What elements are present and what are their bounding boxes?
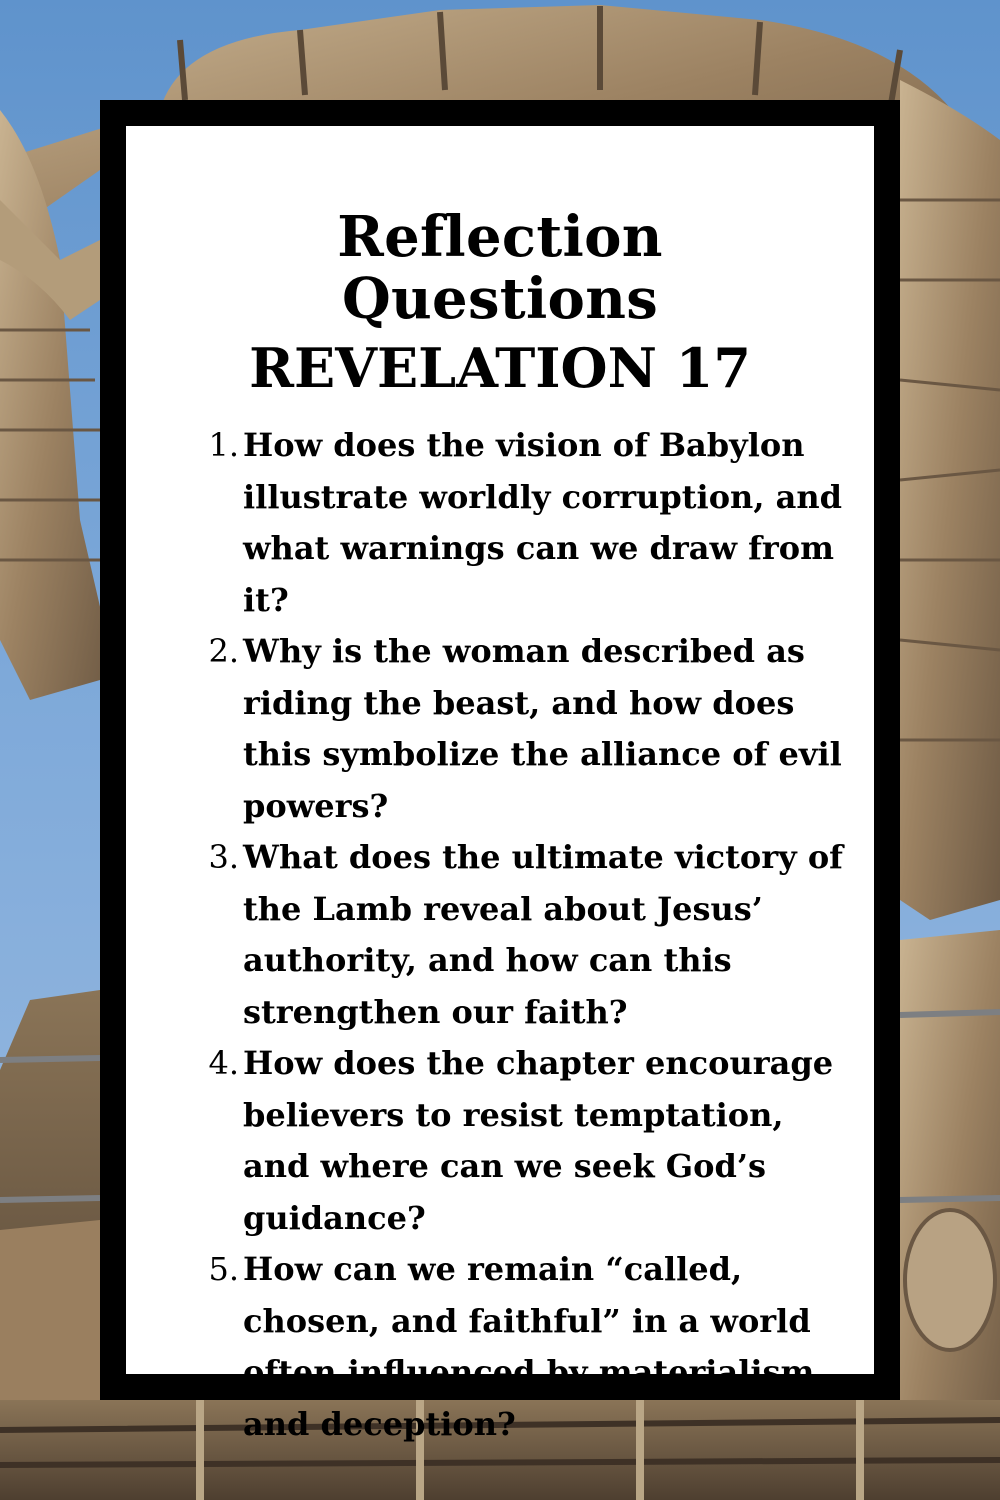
question-text: How can we remain “called, chosen, and faithful” in a world often influenced by materialism and deception?	[243, 1250, 815, 1443]
question-text: How does the chapter encourage believers to resist temptation, and where can we seek God’s guidance?	[243, 1044, 834, 1237]
question-item	[186, 832, 844, 1038]
question-item	[186, 420, 844, 626]
question-list	[186, 420, 844, 1450]
question-number: 5.	[208, 1250, 239, 1288]
card-title: Reflection Questions	[337, 204, 663, 332]
question-text: What does the ultimate victory of the Lamb reveal about Jesus’ authority, and how can this strengthen our faith?	[243, 838, 843, 1031]
question-number: 1.	[208, 426, 239, 464]
question-number: 4.	[208, 1044, 239, 1082]
question-card-panel	[126, 126, 874, 1443]
question-number: 2.	[208, 632, 239, 670]
question-item	[186, 1244, 844, 1450]
question-item	[186, 626, 844, 832]
question-number: 3.	[208, 838, 239, 876]
card-subtitle: REVELATION 17	[249, 336, 751, 400]
question-text: Why is the woman described as riding the beast, and how does this symbolize the alliance of evil powers?	[243, 632, 842, 825]
question-item	[186, 1038, 844, 1244]
question-text: How does the vision of Babylon illustrate worldly corruption, and what warnings can we draw from it?	[243, 426, 842, 619]
question-card-frame	[100, 100, 900, 1443]
